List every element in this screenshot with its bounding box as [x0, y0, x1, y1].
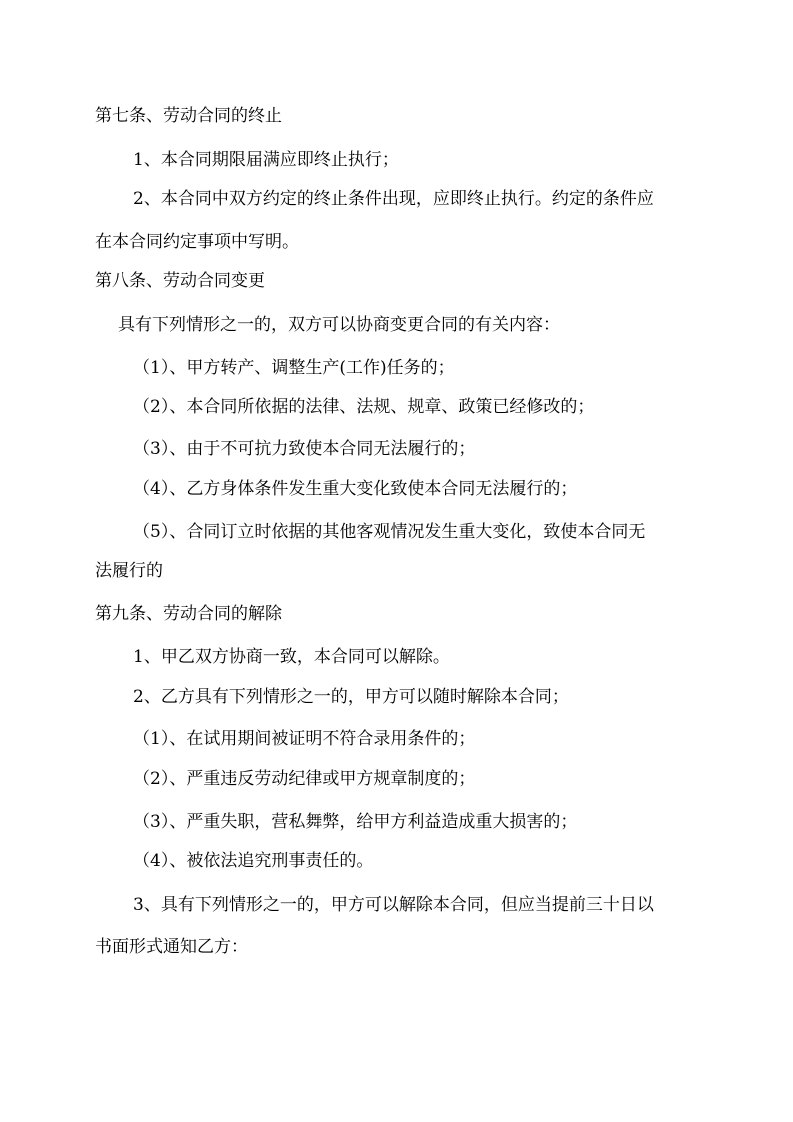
article-9-item-4: （4）、被依法追究刑事责任的。 — [133, 851, 374, 871]
article-8-item-5: （5）、合同订立时依据的其他客观情况发生重大变化，致使本合同无 — [133, 522, 646, 542]
article-7-clause-2: 2、本合同中双方约定的终止条件出现，应即终止执行。约定的条件应 — [133, 189, 654, 209]
article-8-item-5-continued: 法履行的 — [95, 561, 163, 581]
article-9-item-3: （3）、严重失职，营私舞弊，给甲方利益造成重大损害的； — [133, 812, 578, 832]
article-8-item-4: （4）、乙方身体条件发生重大变化致使本合同无法履行的； — [133, 479, 578, 499]
article-8-intro: 具有下列情形之一的，双方可以协商变更合同的有关内容： — [118, 315, 560, 335]
article-9-clause-3-continued: 书面形式通知乙方： — [95, 937, 248, 957]
article-8-item-2: （2）、本合同所依据的法律、法规、规章、政策已经修改的； — [133, 397, 595, 417]
article-8-item-3: （3）、由于不可抗力致使本合同无法履行的； — [133, 439, 476, 459]
article-9-heading: 第九条、劳动合同的解除 — [95, 604, 282, 624]
article-9-item-2: （2）、严重违反劳动纪律或甲方规章制度的； — [133, 769, 476, 789]
article-8-item-1: （1）、甲方转产、调整生产(工作)任务的； — [133, 358, 455, 378]
article-7-clause-2-continued: 在本合同约定事项中写明。 — [95, 232, 299, 252]
article-9-clause-2: 2、乙方具有下列情形之一的，甲方可以随时解除本合同； — [133, 687, 569, 707]
article-7-heading: 第七条、劳动合同的终止 — [95, 106, 282, 126]
article-9-item-1: （1）、在试用期间被证明不符合录用条件的； — [133, 729, 476, 749]
article-9-clause-1: 1、甲乙双方协商一致，本合同可以解除。 — [133, 647, 450, 667]
article-8-heading: 第八条、劳动合同变更 — [95, 271, 265, 291]
article-9-clause-3: 3、具有下列情形之一的，甲方可以解除本合同，但应当提前三十日以 — [133, 895, 654, 915]
article-7-clause-1: 1、本合同期限届满应即终止执行； — [133, 150, 399, 170]
